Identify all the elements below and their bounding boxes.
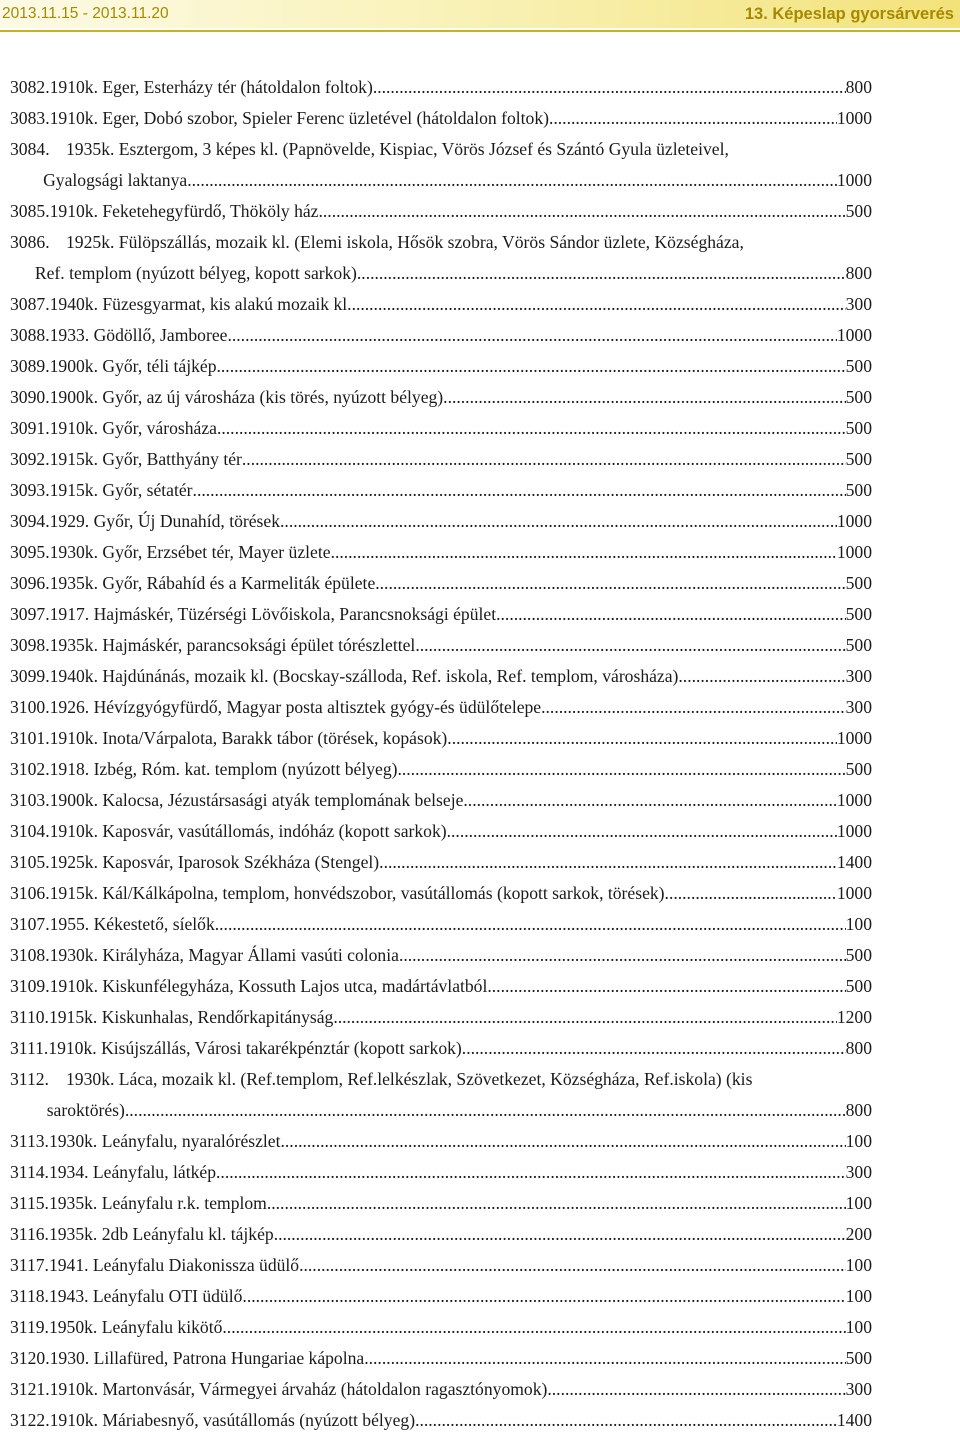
list-item [10, 72, 872, 103]
item-row [10, 568, 872, 599]
list-item [10, 1033, 872, 1064]
lot-description: 1935k. Győr, Rábahíd és a Karmeliták épülete [49, 573, 376, 593]
leader-dots [496, 599, 845, 630]
item-row [10, 1250, 872, 1281]
list-item [10, 382, 872, 413]
leader-dots [399, 940, 846, 971]
leader-dots [447, 816, 837, 847]
list-item [10, 1064, 872, 1126]
leader-dots [281, 1126, 846, 1157]
lot-price: 300 [845, 294, 872, 314]
lot-description: 1934. Leányfalu, látkép [48, 1162, 217, 1182]
page-header [0, 0, 960, 34]
lot-description: Ref. templom (nyúzott bélyeg, kopott sarkok) [34, 263, 357, 283]
lot-price: 500 [845, 573, 872, 593]
leader-dots [443, 382, 845, 413]
lot-number: 3109. [10, 976, 50, 996]
lot-price: 800 [845, 77, 872, 97]
leader-dots [215, 909, 846, 940]
item-row [10, 940, 872, 971]
lot-number: 3084. [10, 139, 50, 159]
item-row-continued [10, 1064, 872, 1095]
lot-price: 100 [845, 1286, 872, 1306]
item-row [10, 692, 872, 723]
lot-description: Gyalogsági laktanya [43, 170, 188, 190]
item-row [10, 320, 872, 351]
item-row [10, 847, 872, 878]
lot-price: 500 [845, 759, 872, 779]
leader-dots [267, 1188, 846, 1219]
page-title: 13. Képeslap gyorsárverés [452, 0, 960, 28]
leader-dots [217, 351, 846, 382]
lot-number: 3102. [10, 759, 50, 779]
leader-dots [447, 723, 837, 754]
lot-number: 3121. [10, 1379, 50, 1399]
list-item [10, 289, 872, 320]
lot-description: 1925k. Kaposvár, Iparosok Székháza (Stengel) [49, 852, 380, 872]
leader-dots [242, 444, 846, 475]
lot-price: 300 [845, 1379, 872, 1399]
lot-number: 3108. [10, 945, 50, 965]
item-row [10, 661, 872, 692]
lot-price: 500 [845, 418, 872, 438]
lot-number: 3098. [10, 635, 50, 655]
list-item [10, 630, 872, 661]
lot-description: 1941. Leányfalu Diakonissza üdülő [48, 1255, 300, 1275]
item-row [10, 1281, 872, 1312]
lot-number: 3086. [10, 232, 50, 252]
lot-price: 500 [845, 604, 872, 624]
leader-dots [364, 1343, 845, 1374]
item-row [10, 599, 872, 630]
lot-number: 3105. [10, 852, 50, 872]
lot-description: 1930k. Láca, mozaik kl. (Ref.templom, Ref.lelkészlak, Szövetkezet, Községháza, Ref.iskola) (kis [66, 1069, 753, 1089]
header-divider [0, 30, 960, 32]
lot-price: 1000 [836, 511, 872, 531]
lot-description: 1910k. Győr, városháza [49, 418, 217, 438]
item-row [10, 1188, 872, 1219]
lot-number: 3106. [10, 883, 50, 903]
lot-number: 3095. [10, 542, 50, 562]
item-row-continued [10, 134, 872, 165]
lot-number: 3103. [10, 790, 50, 810]
lot-description: 1935k. 2db Leányfalu kl. tájkép [48, 1224, 274, 1244]
list-item [10, 661, 872, 692]
lot-description: 1915k. Kál/Kálkápolna, templom, honvédszobor, vasútállomás (kopott sarkok, törések) [49, 883, 665, 903]
lot-number: 3097. [10, 604, 50, 624]
leader-dots [227, 320, 836, 351]
lot-price: 100 [845, 1255, 872, 1275]
lot-price: 800 [845, 263, 872, 283]
lot-number: 3118. [10, 1286, 49, 1306]
list-item [10, 785, 872, 816]
lot-description: 1910k. Martonvásár, Vármegyei árvaház (hátoldalon ragasztónyomok) [49, 1379, 548, 1399]
leader-dots [549, 103, 837, 134]
lot-number: 3107. [10, 914, 50, 934]
list-item [10, 134, 872, 196]
lot-number: 3083. [10, 108, 50, 128]
lot-description: 1926. Hévízgyógyfürdő, Magyar posta altisztek gyógy-és üdülőtelepe [49, 697, 542, 717]
lot-price: 1000 [836, 790, 872, 810]
lot-description: 1940k. Hajdúnánás, mozaik kl. (Bocskay-szálloda, Ref. iskola, Ref. templom, városháza) [49, 666, 679, 686]
lot-description: 1910k. Eger, Dobó szobor, Spieler Ferenc üzletével (hátoldalon foltok) [49, 108, 549, 128]
list-item [10, 599, 872, 630]
lot-number: 3114. [10, 1162, 49, 1182]
leader-dots [547, 1374, 845, 1405]
leader-dots [319, 196, 846, 227]
lot-number: 3093. [10, 480, 50, 500]
lot-price: 800 [845, 1038, 872, 1058]
list-item [10, 909, 872, 940]
lot-price: 1400 [836, 1410, 872, 1430]
lot-price: 500 [845, 635, 872, 655]
list-item [10, 1405, 872, 1436]
list-item [10, 816, 872, 847]
list-item [10, 1126, 872, 1157]
list-item [10, 351, 872, 382]
item-row [10, 754, 872, 785]
leader-dots [217, 413, 846, 444]
lot-price: 100 [845, 1317, 872, 1337]
lot-price: 1000 [836, 883, 872, 903]
lot-description: 1910k. Inota/Várpalota, Barakk tábor (törések, kopások) [49, 728, 448, 748]
lot-description: 1935k. Hajmáskér, parancsoksági épület tórészlettel [49, 635, 416, 655]
lot-price: 500 [845, 480, 872, 500]
lot-number: 3092. [10, 449, 50, 469]
item-row [10, 909, 872, 940]
leader-dots [222, 1312, 845, 1343]
list-item [10, 568, 872, 599]
lot-price: 100 [845, 1193, 872, 1213]
list-item [10, 971, 872, 1002]
leader-dots [125, 1095, 846, 1126]
lot-description: 1915k. Kiskunhalas, Rendőrkapitányság [48, 1007, 334, 1027]
leader-dots [352, 289, 846, 320]
lot-description: 1917. Hajmáskér, Tüzérségi Lövőiskola, Parancsnoksági épület [49, 604, 497, 624]
item-row [10, 1219, 872, 1250]
item-row [10, 630, 872, 661]
lot-number: 3122. [10, 1410, 50, 1430]
lot-description: 1933. Gödöllő, Jamboree [49, 325, 228, 345]
lot-number: 3115. [10, 1193, 49, 1213]
lot-price: 200 [845, 1224, 872, 1244]
list-item [10, 444, 872, 475]
item-row [10, 351, 872, 382]
leader-dots [541, 692, 845, 723]
lot-price: 1000 [836, 728, 872, 748]
lot-number: 3082. [10, 77, 50, 97]
item-row [10, 196, 872, 227]
item-row [10, 816, 872, 847]
lot-number: 3119. [10, 1317, 49, 1337]
leader-dots [373, 72, 846, 103]
item-row [10, 258, 872, 289]
list-item [10, 227, 872, 289]
lot-number: 3089. [10, 356, 50, 376]
lot-price: 1000 [836, 542, 872, 562]
list-item [10, 196, 872, 227]
lot-description: 1955. Kékestető, síelők [49, 914, 215, 934]
lot-number: 3117. [10, 1255, 49, 1275]
lot-price: 100 [845, 914, 872, 934]
lot-description: 1930k. Királyháza, Magyar Állami vasúti colonia [49, 945, 399, 965]
lot-price: 500 [845, 356, 872, 376]
item-row [10, 382, 872, 413]
lot-description: 1910k. Kisújszállás, Városi takarékpénztár (kopott sarkok) [48, 1038, 462, 1058]
lot-description: 1930k. Győr, Erzsébet tér, Mayer üzlete [49, 542, 331, 562]
lot-description: 1943. Leányfalu OTI üdülő [48, 1286, 243, 1306]
list-item [10, 1343, 872, 1374]
list-item [10, 1312, 872, 1343]
lot-description: saroktörés) [46, 1100, 125, 1120]
list-item [10, 723, 872, 754]
lot-number: 3113. [10, 1131, 49, 1151]
item-row [10, 537, 872, 568]
item-row [10, 72, 872, 103]
lot-price: 100 [845, 1131, 872, 1151]
lot-description: 1940k. Füzesgyarmat, kis alakú mozaik kl. [49, 294, 352, 314]
leader-dots [193, 475, 846, 506]
lot-number: 3088. [10, 325, 50, 345]
item-row [10, 1312, 872, 1343]
list-item [10, 413, 872, 444]
lot-description: 1915k. Győr, Batthyány tér [49, 449, 242, 469]
lot-number: 3101. [10, 728, 50, 748]
lot-number: 3111. [10, 1038, 49, 1058]
leader-dots [379, 847, 837, 878]
list-item [10, 1281, 872, 1312]
lot-description: 1930k. Leányfalu, nyaralórészlet [48, 1131, 281, 1151]
lot-number: 3091. [10, 418, 50, 438]
leader-dots [678, 661, 845, 692]
item-row [10, 878, 872, 909]
lot-description: 1900k. Győr, téli tájkép [49, 356, 217, 376]
item-row [10, 1002, 872, 1033]
list-item [10, 754, 872, 785]
leader-dots [331, 537, 837, 568]
leader-dots [463, 785, 836, 816]
list-item [10, 1250, 872, 1281]
lot-price: 1000 [836, 821, 872, 841]
lot-price: 1000 [836, 108, 872, 128]
leader-dots [216, 1157, 846, 1188]
item-row [10, 165, 872, 196]
lot-description: 1918. Izbég, Róm. kat. templom (nyúzott bélyeg) [49, 759, 398, 779]
lot-number: 3120. [10, 1348, 50, 1368]
list-item [10, 506, 872, 537]
list-item [10, 1157, 872, 1188]
lot-description: 1935k. Esztergom, 3 képes kl. (Papnövelde, Kispiac, Vörös József és Szántó Gyula üzleteivel, [66, 139, 729, 159]
leader-dots [415, 630, 845, 661]
item-row [10, 971, 872, 1002]
item-row [10, 444, 872, 475]
lot-description: 1910k. Kiskunfélegyháza, Kossuth Lajos utca, madártávlatból [49, 976, 488, 996]
leader-dots [280, 506, 837, 537]
lot-number: 3104. [10, 821, 50, 841]
lot-price: 500 [845, 945, 872, 965]
leader-dots [187, 165, 837, 196]
item-row [10, 289, 872, 320]
list-item [10, 878, 872, 909]
lot-description: 1900k. Győr, az új városháza (kis törés, nyúzott bélyeg) [49, 387, 444, 407]
lot-description: 1910k. Kaposvár, vasútállomás, indóház (kopott sarkok) [49, 821, 447, 841]
lot-description: 1910k. Eger, Esterházy tér (hátoldalon foltok) [49, 77, 373, 97]
list-item [10, 475, 872, 506]
list-item [10, 103, 872, 134]
item-row [10, 1033, 872, 1064]
lot-price: 1000 [836, 170, 872, 190]
lot-number: 3100. [10, 697, 50, 717]
list-item [10, 320, 872, 351]
list-item [10, 1374, 872, 1405]
item-row [10, 506, 872, 537]
item-row [10, 475, 872, 506]
lot-number: 3112. [10, 1069, 49, 1089]
item-row [10, 785, 872, 816]
lot-number: 3094. [10, 511, 50, 531]
lot-description: 1950k. Leányfalu kikötő [48, 1317, 223, 1337]
list-item [10, 537, 872, 568]
lot-price: 1400 [836, 852, 872, 872]
leader-dots [333, 1002, 836, 1033]
leader-dots [299, 1250, 846, 1281]
leader-dots [462, 1033, 846, 1064]
date-range: 2013.11.15 - 2013.11.20 [0, 0, 452, 28]
item-row-continued [10, 227, 872, 258]
leader-dots [665, 878, 837, 909]
item-row [10, 1374, 872, 1405]
lot-description: 1935k. Leányfalu r.k. templom [48, 1193, 267, 1213]
lot-description: 1929. Győr, Új Dunahíd, törések [49, 511, 281, 531]
leader-dots [415, 1405, 837, 1436]
item-row [10, 723, 872, 754]
item-row [10, 1343, 872, 1374]
lot-number: 3087. [10, 294, 50, 314]
lot-description: 1930. Lillafüred, Patrona Hungariae kápolna [49, 1348, 365, 1368]
lot-price: 500 [845, 1348, 872, 1368]
leader-dots [397, 754, 845, 785]
leader-dots [375, 568, 845, 599]
lot-price: 800 [845, 1100, 872, 1120]
list-item [10, 692, 872, 723]
lot-description: 1915k. Győr, sétatér [49, 480, 193, 500]
lot-description: 1910k. Máriabesnyő, vasútállomás (nyúzott bélyeg) [49, 1410, 416, 1430]
item-row [10, 1095, 872, 1126]
lot-price: 1000 [836, 325, 872, 345]
lot-description: 1900k. Kalocsa, Jézustársasági atyák templomának belseje [49, 790, 464, 810]
lot-number: 3085. [10, 201, 50, 221]
leader-dots [242, 1281, 845, 1312]
lot-price: 500 [845, 387, 872, 407]
item-row [10, 1126, 872, 1157]
lot-number: 3090. [10, 387, 50, 407]
lot-price: 1200 [836, 1007, 872, 1027]
lot-price: 500 [845, 976, 872, 996]
list-item [10, 1219, 872, 1250]
leader-dots [274, 1219, 846, 1250]
lot-price: 500 [845, 201, 872, 221]
item-row [10, 413, 872, 444]
item-row [10, 103, 872, 134]
leader-dots [357, 258, 846, 289]
lot-price: 500 [845, 449, 872, 469]
list-item [10, 940, 872, 971]
item-row [10, 1405, 872, 1436]
lot-number: 3116. [10, 1224, 49, 1244]
lot-description: 1925k. Fülöpszállás, mozaik kl. (Elemi iskola, Hősök szobra, Vörös Sándor üzlete, Községháza, [66, 232, 744, 252]
lot-price: 300 [845, 1162, 872, 1182]
list-item [10, 1188, 872, 1219]
auction-list [10, 72, 872, 1436]
list-item [10, 1002, 872, 1033]
lot-number: 3096. [10, 573, 50, 593]
lot-number: 3099. [10, 666, 50, 686]
lot-price: 300 [845, 666, 872, 686]
lot-number: 3110. [10, 1007, 49, 1027]
lot-description: 1910k. Feketehegyfürdő, Thököly ház [49, 201, 319, 221]
item-row [10, 1157, 872, 1188]
list-item [10, 847, 872, 878]
lot-price: 300 [845, 697, 872, 717]
leader-dots [487, 971, 845, 1002]
